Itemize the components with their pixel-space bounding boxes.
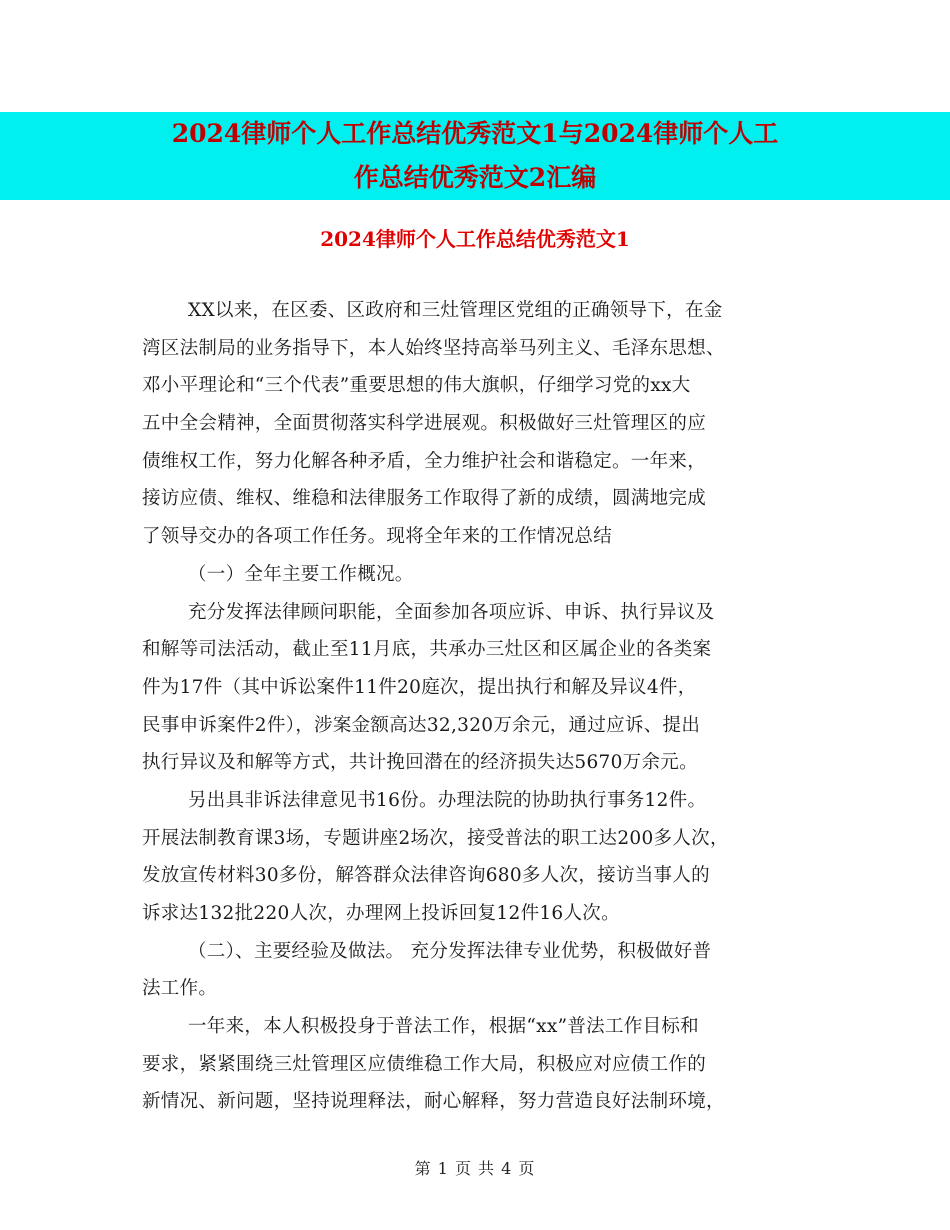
body-line: 五中全会精神，全面贯彻落实科学进展观。积极做好三灶管理区的应: [142, 413, 707, 435]
document-title-line-1: 2024律师个人工作总结优秀范文1与2024律师个人工: [171, 119, 779, 148]
page-number-footer: 第 1 页 共 4 页: [414, 1159, 536, 1178]
body-line: 要求，紧紧围绕三灶管理区应债维稳工作大局，积极应对应债工作的: [142, 1053, 707, 1075]
body-line: 件为17件（其中诉讼案件11件20庭次，提出执行和解及异议4件，: [142, 676, 697, 698]
document-title-line-2: 作总结优秀范文2汇编: [353, 163, 597, 192]
body-line: 开展法制教育课3场，专题讲座2场次，接受普法的职工达200多人次，: [142, 827, 729, 849]
body-line: 诉求达132批220人次，办理网上投诉回复12件16人次。: [142, 903, 620, 924]
section-title: 2024律师个人工作总结优秀范文1: [320, 227, 630, 251]
body-line: 法工作。: [142, 978, 218, 1000]
body-line: 债维权工作，努力化解各种矛盾，全力维护社会和谐稳定。一年来，: [142, 450, 707, 472]
body-line: 一年来，本人积极投身于普法工作，根据“xx”普法工作目标和: [188, 1016, 699, 1038]
body-line: 湾区法制局的业务指导下，本人始终坚持高举马列主义、毛泽东思想、: [142, 337, 725, 359]
body-line: 新情况、新问题，坚持说理释法，耐心解释，努力营造良好法制环境，: [142, 1091, 725, 1113]
body-line: 民事申诉案件2件），涉案金额高达32,320万余元，通过应诉、提出: [142, 714, 701, 736]
body-line: 充分发挥法律顾问职能，全面参加各项应诉、申诉、执行异议及: [188, 601, 715, 623]
body-line: XX以来，在区委、区政府和三灶管理区党组的正确领导下，在金: [188, 300, 723, 321]
body-line: 了领导交办的各项工作任务。现将全年来的工作情况总结: [142, 526, 613, 548]
document-body: [142, 292, 832, 1121]
body-line: 和解等司法活动，截止至11月底，共承办三灶区和区属企业的各类案: [142, 639, 712, 661]
subheading-line: （二）、主要经验及做法。 充分发挥法律专业优势，积极做好普: [188, 940, 712, 962]
body-line: 接访应债、维权、维稳和法律服务工作取得了新的成绩，圆满地完成: [142, 488, 707, 510]
body-line: 执行异议及和解等方式，共计挽回潜在的经济损失达5670万余元。: [142, 752, 698, 774]
body-line: 发放宣传材料30多份，解答群众法律咨询680多人次，接访当事人的: [142, 865, 710, 887]
document-title: [0, 112, 950, 200]
subheading-line: （一）全年主要工作概况。: [188, 563, 414, 585]
body-line: 邓小平理论和“三个代表”重要思想的伟大旗帜，仔细学习党的xx大: [142, 375, 691, 397]
body-line: 另出具非诉法律意见书16份。办理法院的协助执行事务12件。: [188, 789, 707, 811]
